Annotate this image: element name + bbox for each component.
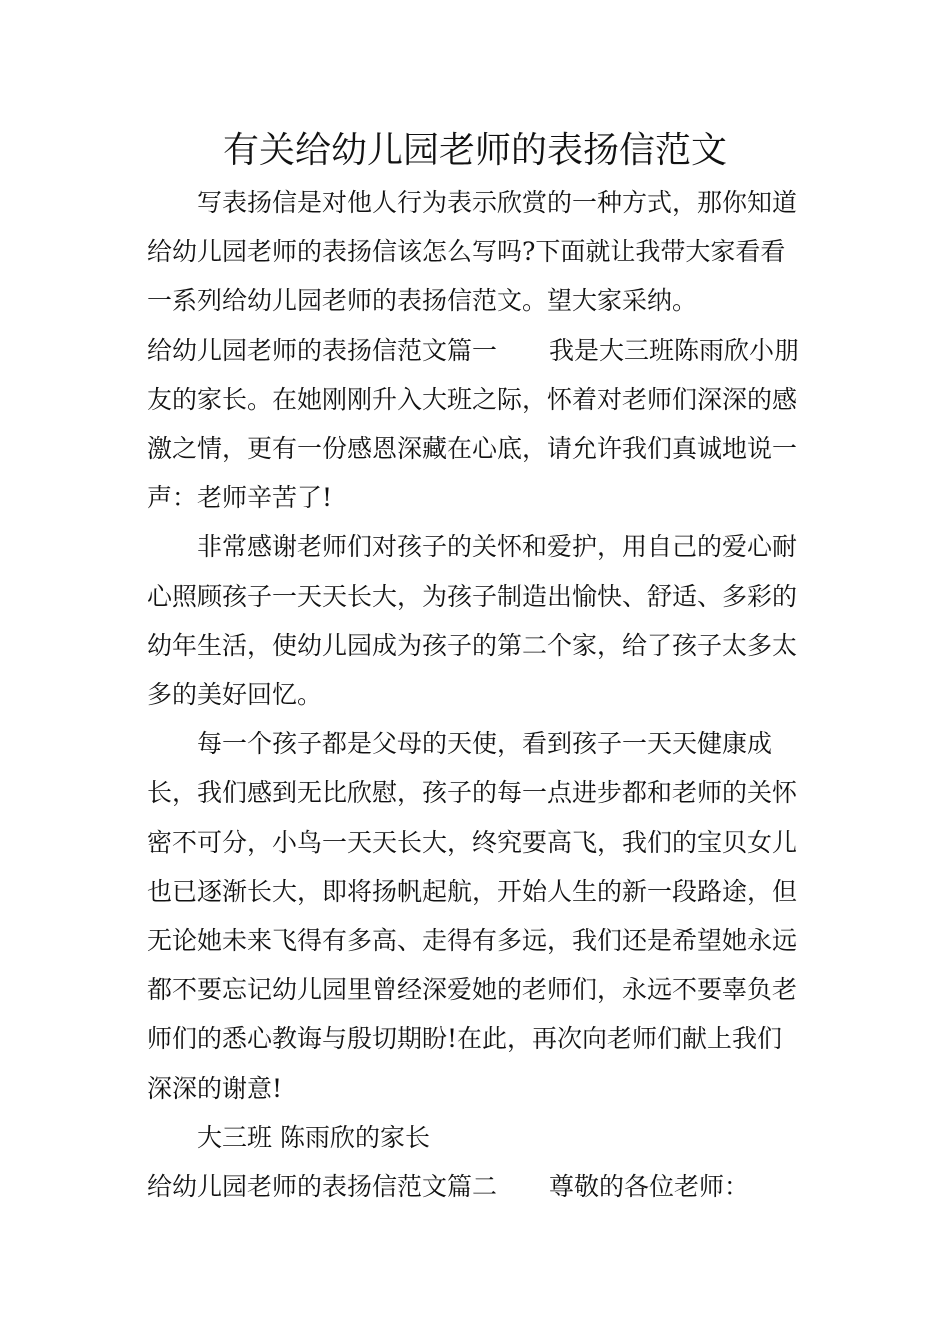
- intro-paragraph: 写表扬信是对他人行为表示欣赏的一种方式，那你知道给幼儿园老师的表扬信该怎么写吗?下面就让我带大家看看一系列给幼儿园老师的表扬信范文。望大家采纳。: [147, 188, 798, 316]
- letter-one-heading: 给幼儿园老师的表扬信范文篇一: [147, 335, 498, 365]
- letter-two-paragraph: [147, 1162, 807, 1211]
- letter-one-paragraph-3: 每一个孩子都是父母的天使，看到孩子一天天健康成长，我们感到无比欣慰，孩子的每一点进步都和老师的关怀密不可分，小鸟一天天长大，终究要高飞，我们的宝贝女儿也已逐渐长大，即将扬帆起航，开始人生的新一段路途，但无论她未来飞得有多高、走得有多远，我们还是希望她永远都不要忘记幼儿园里曾经深爱她的老师们，永远不要辜负老师们的悉心教诲与殷切期盼!在此，再次向老师们献上我们深深的谢意!: [147, 729, 798, 1103]
- document-title: 有关给幼儿园老师的表扬信范文: [222, 130, 727, 171]
- letter-one-paragraph: [147, 326, 807, 523]
- letter-one-opening: 我是大三班陈雨欣小朋友的家长。在她刚刚升入大班之际，怀着对老师们深深的感激之情，更有一份感恩深藏在心底，请允许我们真诚地说一声：老师辛苦了!: [147, 335, 800, 513]
- letter-one-paragraph-2: 非常感谢老师们对孩子的关怀和爱护，用自己的爱心耐心照顾孩子一天天长大，为孩子制造出愉快、舒适、多彩的幼年生活，使幼儿园成为孩子的第二个家，给了孩子太多太多的美好回忆。: [147, 532, 798, 710]
- letter-two-heading: 给幼儿园老师的表扬信范文篇二: [147, 1172, 498, 1202]
- letter-one-signature: 大三班 陈雨欣的家长: [197, 1122, 430, 1152]
- letter-two-greeting: 尊敬的各位老师：: [549, 1172, 750, 1202]
- document-body: [147, 178, 807, 1211]
